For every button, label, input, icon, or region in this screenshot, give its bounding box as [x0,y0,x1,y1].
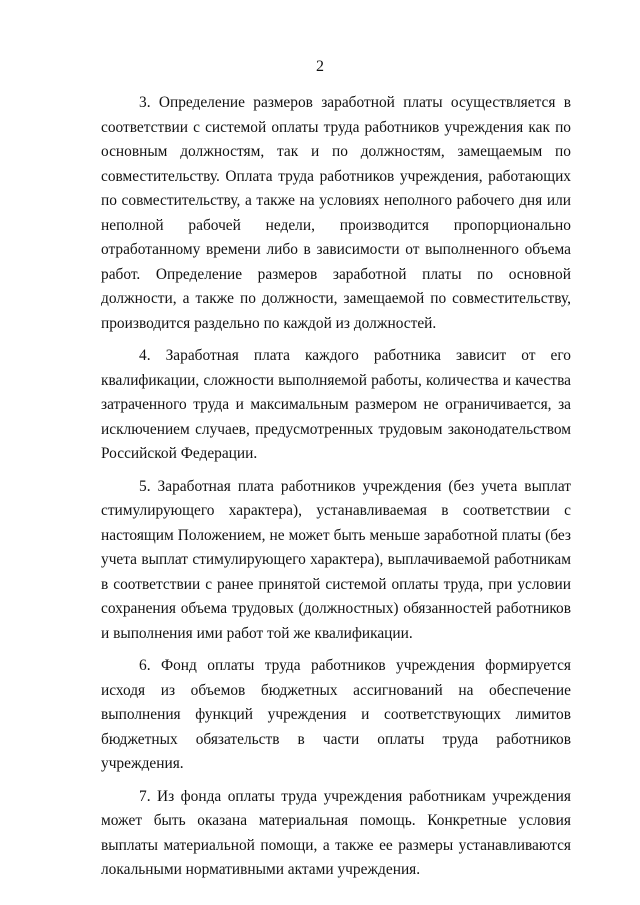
paragraph-4: 4. Заработная плата каждого работника зависит от его квалификации, сложности выполняемой работы, количества и качества затраченного труда и максимальным размером не ограничивается, за исключением случаев, предусмотренных трудовым законодательством Российской Федерации. [101,347,571,462]
paragraph-3: 3. Определение размеров заработной платы осуществляется в соответствии с системой оплаты труда работников учреждения как по основным должностям, так и по должностям, замещаемым по совместительству. Оплата труда работников учреждения, работающих по совместительству, а также на условиях неполного рабочего дня или неполной рабочей недели, производится пропорционально отработанному времени либо в зависимости от выполненного объема работ. Определение размеров заработной платы по основной должности, а также по должности, замещаемой по совместительству, производится раздельно по каждой из должностей. [101,94,571,332]
paragraph-6: 6. Фонд оплаты труда работников учреждения формируется исходя из объемов бюджетных ассигнований на обеспечение выполнения функций учреждения и соответствующих лимитов бюджетных обязательств в части оплаты труда работников учреждения. [101,657,571,772]
paragraph-5: 5. Заработная плата работников учреждения (без учета выплат стимулирующего характера), устанавливаемая в соответствии с настоящим Положением, не может быть меньше заработной платы (без учета выплат стимулирующего характера), выплачиваемой работникам в соответствии с ранее принятой системой оплаты труда, при условии сохранения объема трудовых (должностных) обязанностей работников и выполнения ими работ той же квалификации. [101,477,571,642]
paragraph-7: 7. Из фонда оплаты труда учреждения работникам учреждения может быть оказана материальная помощь. Конкретные условия выплаты материальной помощи, а также ее размеры устанавливаются локальными нормативными актами учреждения. [101,787,571,878]
document-body [101,91,571,891]
page-number: 2 [316,58,324,75]
